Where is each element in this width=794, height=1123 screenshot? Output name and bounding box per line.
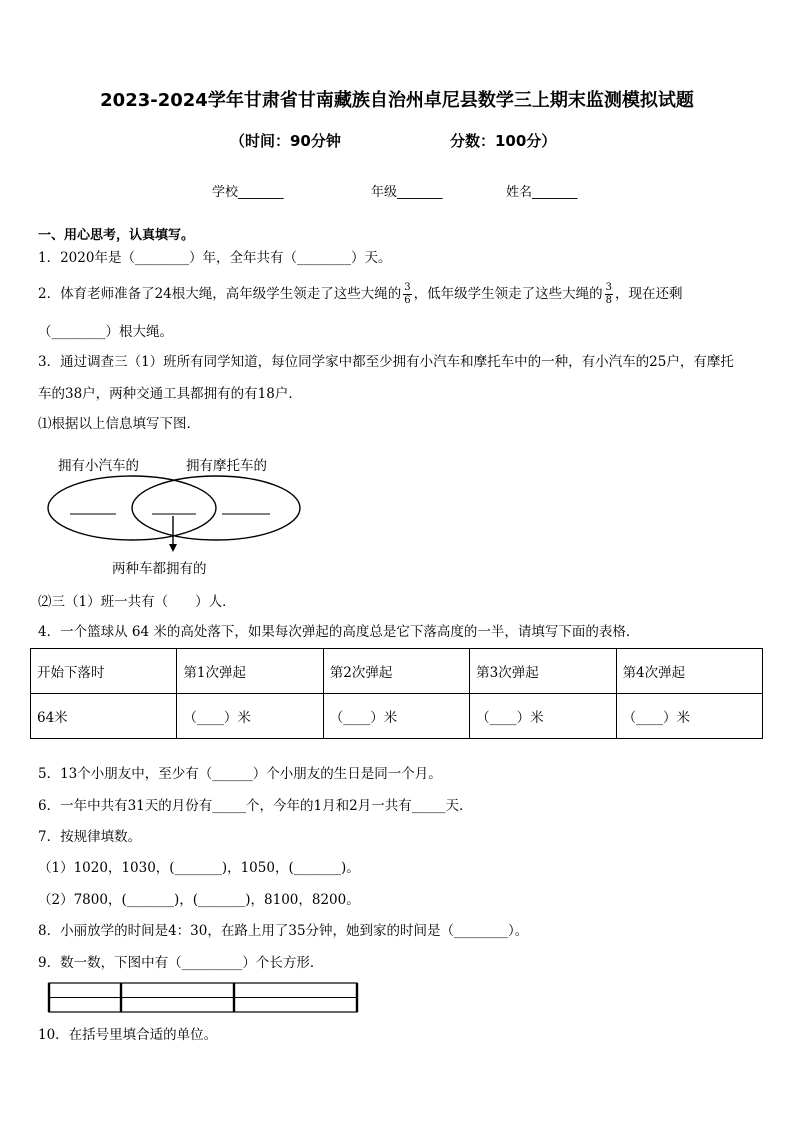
label-both-owners: 两种车都拥有的 xyxy=(112,561,207,577)
exam-time: （时间：90分钟 xyxy=(230,132,341,150)
table-cell: （____）米 xyxy=(470,694,616,739)
question-2-blank: （________）根大绳。 xyxy=(38,324,173,340)
question-1: 1．2020年是（________）年，全年共有（________）天。 xyxy=(38,250,392,266)
table-cell: （____）米 xyxy=(177,694,323,739)
bounce-table xyxy=(30,648,763,739)
question-6: 6．一年中共有31天的月份有_____个，今年的1月和2月一共有_____天． xyxy=(38,798,473,814)
page-title: 2023-2024学年甘肃省甘南藏族自治州卓尼县数学三上期末监测模拟试题 xyxy=(100,90,694,111)
table-cell: 64米 xyxy=(31,694,177,739)
question-7-part-1: （1）1020，1030，(_______)，1050，(_______)。 xyxy=(38,860,360,876)
question-3-part-1: ⑴根据以上信息填写下图． xyxy=(38,416,200,432)
question-2-text-a: 2．体育老师准备了24根大绳，高年级学生领走了这些大绳的 xyxy=(38,286,402,302)
fraction-2: $\frac{3}{8}$ xyxy=(605,282,613,306)
fraction-1: $\frac{3}{6}$ xyxy=(404,282,411,306)
question-7: 7．按规律填数。 xyxy=(38,829,142,845)
table-header-cell: 第1次弹起 xyxy=(177,649,323,694)
question-7-part-2: （2）7800，(_______)，(_______)，8100，8200。 xyxy=(38,892,360,908)
label-car-owners: 拥有小汽车的 xyxy=(58,458,139,474)
exam-score: 分数：100分） xyxy=(450,132,557,150)
question-2 xyxy=(38,282,683,307)
arrow-head xyxy=(169,544,177,552)
table-cell: （____）米 xyxy=(323,694,469,739)
table-header-cell: 开始下落时 xyxy=(31,649,177,694)
question-2-text-c: ，现在还剩 xyxy=(615,286,683,302)
question-5: 5．13个小朋友中，至少有（______）个小朋友的生日是同一个月。 xyxy=(38,766,442,782)
question-3-part-2: ⑵三（1）班一共有（ ）人． xyxy=(38,594,236,610)
table-row xyxy=(31,694,763,739)
school-field: 学校_______ xyxy=(212,185,284,200)
table-header-cell: 第3次弹起 xyxy=(470,649,616,694)
question-3-line-1: 3．通过调查三（1）班所有同学知道，每位同学家中都至少拥有小汽车和摩托车中的一种，有小汽车的25户，有摩托 xyxy=(38,354,734,370)
question-8: 8．小丽放学的时间是4：30，在路上用了35分钟，她到家的时间是（________）。 xyxy=(38,923,529,939)
table-cell: （____）米 xyxy=(616,694,762,739)
question-10: 10．在括号里填合适的单位。 xyxy=(38,1027,218,1043)
rectangle-figure xyxy=(46,982,360,1014)
label-moto-owners: 拥有摩托车的 xyxy=(186,458,267,474)
grade-field: 年级_______ xyxy=(371,185,443,200)
section-heading: 一、用心思考，认真填写。 xyxy=(38,228,195,243)
table-header-cell: 第2次弹起 xyxy=(323,649,469,694)
table-header-cell: 第4次弹起 xyxy=(616,649,762,694)
question-9: 9．数一数，下图中有（_________）个长方形． xyxy=(38,955,324,971)
question-4: 4．一个篮球从 64 米的高处落下，如果每次弹起的高度总是它下落高度的一半，请填写下面的表格． xyxy=(38,624,640,640)
table-header-row xyxy=(31,649,763,694)
question-2-text-b: ，低年级学生领走了这些大绳的 xyxy=(413,286,603,302)
question-3-line-2: 车的38户，两种交通工具都拥有的有18户． xyxy=(38,386,302,402)
name-field: 姓名_______ xyxy=(506,185,578,200)
